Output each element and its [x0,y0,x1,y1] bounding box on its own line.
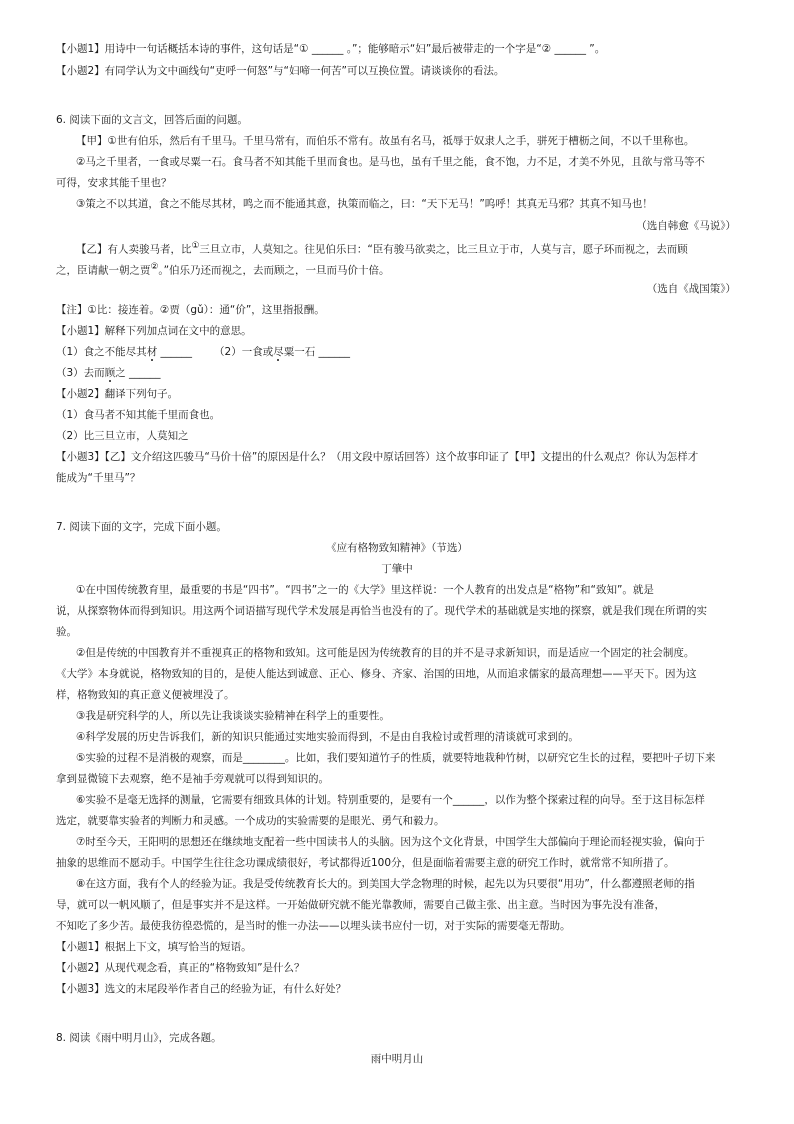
q7-para-line: 样，格物致知的真正意义便被埋没了。 [56,689,235,701]
q6-yi-line-2: 之，臣请献一朝之贾②。”伯乐乃还而视之，去而顾之，一旦而马价十倍。 [56,262,390,277]
q7-para-line: ⑥实验不是毫无选择的测量，它需要有细致具体的计划。特别重要的，是要有一个______，以作为整个探索过程的向导。至于这目标怎样 [76,794,705,806]
q6-jia-line-1: 【甲】①世有伯乐，然后有千里马。千里马常有，而伯乐不常有。故虽有名马，祗辱于奴隶人之手，骈死于槽枥之间，不以千里称也。 [76,135,695,147]
q6-jia-line-4: ③策之不以其道，食之不能尽其材，鸣之而不能通其意，执策而临之，曰：“天下无马！”呜呼！其真无马邪？其真不知马也！ [76,198,653,210]
q6-subq-2-item-1: （1）食马者不知其能千里而食也。 [56,409,221,421]
q7-para-line: 说，从探察物体而得到知识。用这两个词语描写现代学术发展是再恰当也没有的了。现代学术的基础就是实地的探察，就是我们现在所谓的实 [56,605,707,617]
q7-para-line: 导，就可以一帆风顺了，但是事实并不是这样。一开始做研究就不能光靠教师，需要自己做主张、出主意。当时因为事先没有准备， [56,899,665,911]
footnote-marker-2: ② [150,262,159,272]
q7-subq-2: 【小题2】从现代观念看，真正的“格物致知”是什么？ [56,962,305,974]
q6-yi-line-1: 【乙】有人卖骏马者，比①三旦立市，人莫知之。往见伯乐曰：“臣有骏马欲卖之，比三旦立于市，人莫与言，愿子环而视之，去而顾 [76,241,688,256]
q7-para-line: 选定，就要靠实验者的判断力和灵感。一个成功的实验需要的是眼光、勇气和毅力。 [56,815,445,827]
q6-jia-line-3: 可得，安求其能千里也？ [56,177,172,189]
q7-subq-3: 【小题3】选文的末尾段举作者自己的经验为证，有什么好处？ [56,983,347,995]
footnote-marker-1: ① [191,241,200,251]
q6-item-2: （2）一食或尽粟一石 ______ [214,346,351,358]
q7-para-line: ⑦时至今天，王阳明的思想还在继续地支配着一些中国读书人的头脑。因为这个文化背景，中国学生大部偏向于理论而轻视实验，偏向于 [76,836,705,848]
q8-heading: 8. 阅读《雨中明月山》，完成各题。 [56,1032,222,1044]
q7-para-line: ①在中国传统教育里，最重要的书是“四书”。“四书”之一的《大学》里这样说：一个人教育的出发点是“格物”和“致知”。就是 [76,584,654,596]
q6-subq-3-cont: 能成为“千里马”？ [56,472,141,484]
q6-jia-source: （选自韩愈《马说》） [636,220,736,232]
q7-para-line: 《大学》本身就说，格物致知的目的，是使人能达到诚意、正心、修身、齐家、治国的田地，从而追求儒家的最高理想——平天下。因为这 [56,668,697,680]
q7-para-line: ③我是研究科学的人，所以先让我谈谈实验精神在科学上的重要性。 [76,710,390,722]
q6-item-1: （1）食之不能尽其材 ______ [56,346,193,358]
q7-para-line: 抽象的思维而不愿动手。中国学生往往念功课成绩很好，考试都得近100分，但是面临着需要主意的研究工作时，就常常不知所措了。 [56,857,675,869]
q6-heading: 6. 阅读下面的文言文，回答后面的问题。 [56,114,248,126]
q7-article-title: 《应有格物致知精神》（节选） [326,542,468,554]
q6-subq-1: 【小题1】解释下列加点词在文中的意思。 [56,325,252,337]
q6-jia-line-2: ②马之千里者，一食或尽粟一石。食马者不知其能千里而食也。是马也，虽有千里之能，食不饱，力不足，才美不外见，且欲与常马等不 [76,156,705,168]
q8-article-title: 雨中明月山 [370,1053,424,1065]
q7-para-line: 拿到显微镜下去观察，绝不是袖手旁观就可以得到知识的。 [56,773,329,785]
q6-subq-2-item-2: （2）比三旦立市，人莫知之 [56,430,189,442]
q6-yi-source: （选自《战国策》） [646,283,736,295]
q7-article-author: 丁肇中 [381,563,413,575]
prev-subq-1: 【小题1】用诗中一句话概括本诗的事件，这句话是“① ______ 。”；能够暗示“妇”最后被带走的一个字是“② ______ ”。 [56,43,606,55]
q7-para-line: ⑤实验的过程不是消极的观察，而是________。比如，我们要知道竹子的性质，就要特地栽种竹树，以研究它生长的过程，要把叶子切下来 [76,752,716,764]
q6-subq-3: 【小题3】【乙】文介绍这匹骏马“马价十倍”的原因是什么？（用文段中原话回答）这个故事印证了【甲】文提出的什么观点？你认为怎样才 [56,451,699,463]
q7-para-line: ⑧在这方面，我有个人的经验为证。我是受传统教育长大的。到美国大学念物理的时候，起先以为只要很“用功”，什么都遵照老师的指 [76,878,695,890]
q7-subq-1: 【小题1】根据上下文，填写恰当的短语。 [56,941,252,953]
q6-item-3: （3）去而顾之 ______ [56,367,161,379]
q6-subq-2: 【小题2】翻译下列句子。 [56,388,179,400]
q7-para-line: ④科学发展的历史告诉我们，新的知识只能通过实地实验而得到，不是由自我检讨或哲理的清谈就可求到的。 [76,731,579,743]
q6-subq-1-items [56,345,746,359]
prev-subq-2: 【小题2】有同学认为文中画线句“吏呼一何怒”与“妇啼一何苦”可以互换位置。请谈谈你的看法。 [56,65,505,77]
q7-para-line: 不知吃了多少苦。最使我彷徨恐慌的，是当时的惟一办法——以埋头读书应付一切，对于实际的需要毫无帮助。 [56,920,571,932]
q6-note: 【注】①比：接连着。②贾（gǔ）：通“价”，这里指报酬。 [56,304,325,316]
q7-para-line: 验。 [56,626,77,638]
q7-heading: 7. 阅读下面的文字，完成下面小题。 [56,521,227,533]
q7-para-line: ②但是传统的中国教育并不重视真正的格物和致知。这可能是因为传统教育的目的并不是寻求新知识，而是适应一个固定的社会制度。 [76,647,695,659]
